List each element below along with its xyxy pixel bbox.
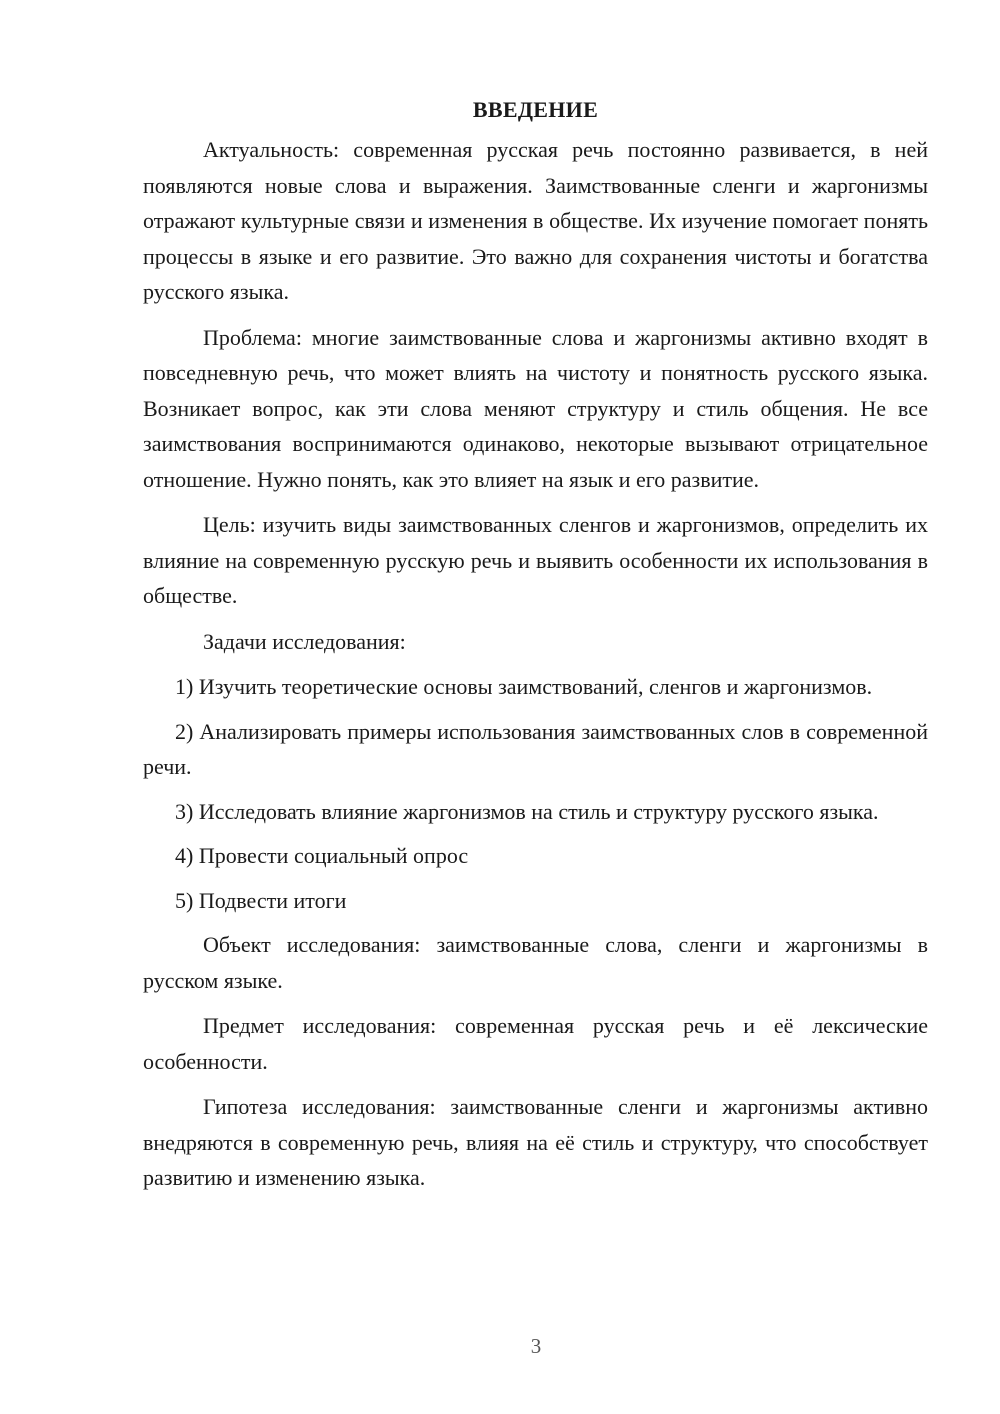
page-number: 3 — [530, 1334, 542, 1358]
task-item-1: 1) Изучить теоретические основы заимствований, сленгов и жаргонизмов. — [175, 674, 873, 699]
goal-paragraph: Цель: изучить виды заимствованных сленгов и жаргонизмов, определить их влияние на современную русскую речь и выявить особенности их использования в обществе. — [143, 512, 928, 608]
task-item-3: 3) Исследовать влияние жаргонизмов на стиль и структуру русского языка. — [175, 798, 879, 824]
problem-paragraph: Проблема: многие заимствованные слова и жаргонизмы активно входят в повседневную речь, что может влиять на чистоту и понятность русского языка. Возникает вопрос, как эти слова меняют структуру и стиль общения. Не все заимствования воспринимаются одинаково, некоторые вызывают отрицательное отношение. Нужно понять, как это влияет на язык и его развитие. — [143, 324, 928, 492]
tasks-heading: Задачи исследования: — [203, 628, 406, 654]
relevance-paragraph: Актуальность: современная русская речь постоянно развивается, в ней появляются новые слова и выражения. Заимствованные сленги и жаргонизмы отражают культурные связи и изменения в обществе. Их изучение помогает понять процессы в языке и его развитие. Это важно для сохранения чистоты и богатства русского языка. — [143, 137, 928, 304]
subject-paragraph: Предмет исследования: современная русская речь и её лексические особенности. — [143, 1013, 928, 1074]
task-item-5: 5) Подвести итоги — [175, 887, 347, 913]
task-item-2: 2) Анализировать примеры использования заимствованных слов в современной речи. — [143, 718, 928, 779]
hypothesis-paragraph: Гипотеза исследования: заимствованные сленги и жаргонизмы активно внедряются в современную речь, влияя на её стиль и структуру, что способствует развитию и изменению языка. — [143, 1094, 928, 1190]
section-title: ВВЕДЕНИЕ — [472, 97, 599, 122]
task-item-4: 4) Провести социальный опрос — [175, 843, 469, 868]
document-page — [143, 92, 928, 1206]
object-paragraph: Объект исследования: заимствованные слова, сленги и жаргонизмы в русском языке. — [143, 932, 928, 993]
